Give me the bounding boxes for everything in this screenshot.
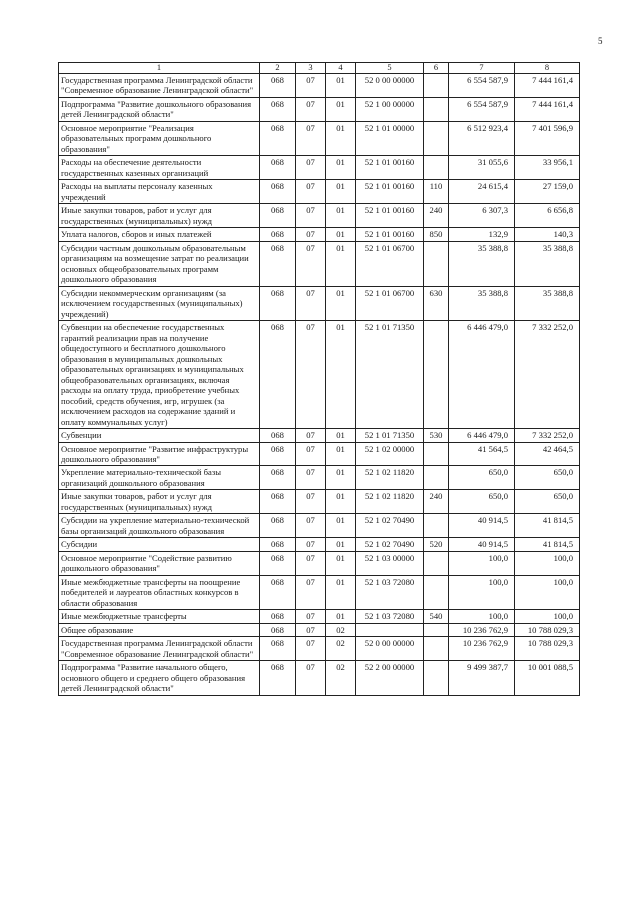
item-name-cell: Укрепление материально-технической базы организаций дошкольного образования [59, 466, 260, 490]
item-name-cell: Субсидии на укрепление материально-технической базы организаций дошкольного образования [59, 514, 260, 538]
admin-code-cell: 068 [260, 442, 296, 466]
expense-type-cell [424, 74, 449, 98]
amount-year1-cell: 9 499 387,7 [449, 661, 515, 695]
subsection-cell: 01 [326, 610, 356, 623]
item-name-cell: Расходы на обеспечение деятельности государственных казенных организаций [59, 156, 260, 180]
section-cell: 07 [296, 180, 326, 204]
item-name-cell: Уплата налогов, сборов и иных платежей [59, 228, 260, 241]
expense-type-cell [424, 442, 449, 466]
section-cell: 07 [296, 575, 326, 609]
target-article-cell: 52 1 00 00000 [356, 97, 424, 121]
table-row [59, 97, 580, 121]
header-cell: 6 [424, 63, 449, 74]
table-row [59, 241, 580, 286]
expense-type-cell [424, 97, 449, 121]
amount-year1-cell: 100,0 [449, 575, 515, 609]
amount-year1-cell: 6 554 587,9 [449, 97, 515, 121]
admin-code-cell: 068 [260, 180, 296, 204]
amount-year1-cell: 40 914,5 [449, 514, 515, 538]
expense-type-cell: 240 [424, 204, 449, 228]
target-article-cell: 52 1 01 71350 [356, 321, 424, 429]
expense-type-cell: 530 [424, 429, 449, 442]
expense-type-cell [424, 551, 449, 575]
subsection-cell: 01 [326, 97, 356, 121]
admin-code-cell: 068 [260, 551, 296, 575]
amount-year1-cell: 6 446 479,0 [449, 321, 515, 429]
target-article-cell: 52 2 00 00000 [356, 661, 424, 695]
amount-year2-cell: 33 956,1 [515, 156, 580, 180]
section-cell: 07 [296, 429, 326, 442]
item-name-cell: Государственная программа Ленинградской области "Современное образование Ленинградской области" [59, 637, 260, 661]
target-article-cell: 52 1 01 06700 [356, 241, 424, 286]
amount-year1-cell: 41 564,5 [449, 442, 515, 466]
amount-year1-cell: 35 388,8 [449, 241, 515, 286]
amount-year2-cell: 35 388,8 [515, 241, 580, 286]
expense-type-cell [424, 241, 449, 286]
table-row [59, 204, 580, 228]
target-article-cell: 52 1 02 70490 [356, 538, 424, 551]
target-article-cell: 52 1 01 06700 [356, 286, 424, 320]
subsection-cell: 01 [326, 156, 356, 180]
target-article-cell: 52 1 02 00000 [356, 442, 424, 466]
amount-year1-cell: 6 554 587,9 [449, 74, 515, 98]
admin-code-cell: 068 [260, 228, 296, 241]
table-row [59, 156, 580, 180]
item-name-cell: Субсидии некоммерческим организациям (за исключением государственных (муниципальных) учреждений) [59, 286, 260, 320]
item-name-cell: Государственная программа Ленинградской области "Современное образование Ленинградской области" [59, 74, 260, 98]
subsection-cell: 01 [326, 241, 356, 286]
item-name-cell: Основное мероприятие "Реализация образовательных программ дошкольного образования" [59, 121, 260, 155]
admin-code-cell: 068 [260, 97, 296, 121]
target-article-cell: 52 1 02 11820 [356, 466, 424, 490]
section-cell: 07 [296, 241, 326, 286]
subsection-cell: 01 [326, 442, 356, 466]
admin-code-cell: 068 [260, 490, 296, 514]
amount-year1-cell: 6 446 479,0 [449, 429, 515, 442]
amount-year2-cell: 100,0 [515, 575, 580, 609]
target-article-cell: 52 1 01 00160 [356, 204, 424, 228]
target-article-cell: 52 1 01 00160 [356, 228, 424, 241]
item-name-cell: Общее образование [59, 623, 260, 636]
table-row [59, 514, 580, 538]
amount-year1-cell: 6 512 923,4 [449, 121, 515, 155]
amount-year2-cell: 10 788 029,3 [515, 637, 580, 661]
table-row [59, 610, 580, 623]
amount-year2-cell: 7 444 161,4 [515, 74, 580, 98]
subsection-cell: 01 [326, 228, 356, 241]
admin-code-cell: 068 [260, 610, 296, 623]
expense-type-cell [424, 121, 449, 155]
expense-type-cell [424, 575, 449, 609]
table-row [59, 180, 580, 204]
admin-code-cell: 068 [260, 286, 296, 320]
table-row [59, 490, 580, 514]
expense-type-cell: 110 [424, 180, 449, 204]
expense-type-cell [424, 661, 449, 695]
admin-code-cell: 068 [260, 538, 296, 551]
section-cell: 07 [296, 551, 326, 575]
subsection-cell: 01 [326, 429, 356, 442]
item-name-cell: Субсидии частным дошкольным образовательным организациям на возмещение затрат по реализации основных общеобразовательных программ дошкольного образования [59, 241, 260, 286]
admin-code-cell: 068 [260, 623, 296, 636]
target-article-cell: 52 0 00 00000 [356, 74, 424, 98]
admin-code-cell: 068 [260, 321, 296, 429]
admin-code-cell: 068 [260, 429, 296, 442]
target-article-cell: 52 1 02 70490 [356, 514, 424, 538]
expense-type-cell: 630 [424, 286, 449, 320]
budget-table [58, 62, 580, 696]
target-article-cell: 52 1 01 00160 [356, 156, 424, 180]
header-cell: 8 [515, 63, 580, 74]
item-name-cell: Подпрограмма "Развитие начального общего, основного общего и среднего общего образования детей Ленинградской области" [59, 661, 260, 695]
target-article-cell: 52 1 03 72080 [356, 610, 424, 623]
amount-year2-cell: 27 159,0 [515, 180, 580, 204]
amount-year2-cell: 6 656,8 [515, 204, 580, 228]
amount-year2-cell: 10 788 029,3 [515, 623, 580, 636]
subsection-cell: 02 [326, 623, 356, 636]
subsection-cell: 01 [326, 180, 356, 204]
subsection-cell: 01 [326, 286, 356, 320]
item-name-cell: Основное мероприятие "Развитие инфраструктуры дошкольного образования" [59, 442, 260, 466]
amount-year2-cell: 10 001 088,5 [515, 661, 580, 695]
expense-type-cell: 540 [424, 610, 449, 623]
item-name-cell: Субсидии [59, 538, 260, 551]
section-cell: 07 [296, 321, 326, 429]
amount-year2-cell: 650,0 [515, 466, 580, 490]
admin-code-cell: 068 [260, 514, 296, 538]
amount-year2-cell: 35 388,8 [515, 286, 580, 320]
section-cell: 07 [296, 97, 326, 121]
amount-year1-cell: 10 236 762,9 [449, 623, 515, 636]
header-cell: 1 [59, 63, 260, 74]
admin-code-cell: 068 [260, 575, 296, 609]
admin-code-cell: 068 [260, 241, 296, 286]
item-name-cell: Иные закупки товаров, работ и услуг для государственных (муниципальных) нужд [59, 490, 260, 514]
admin-code-cell: 068 [260, 466, 296, 490]
item-name-cell: Иные закупки товаров, работ и услуг для государственных (муниципальных) нужд [59, 204, 260, 228]
expense-type-cell: 850 [424, 228, 449, 241]
subsection-cell: 01 [326, 514, 356, 538]
item-name-cell: Иные межбюджетные трансферты на поощрение победителей и лауреатов областных конкурсов в области образования [59, 575, 260, 609]
amount-year1-cell: 132,9 [449, 228, 515, 241]
expense-type-cell: 520 [424, 538, 449, 551]
section-cell: 07 [296, 156, 326, 180]
item-name-cell: Подпрограмма "Развитие дошкольного образования детей Ленинградской области" [59, 97, 260, 121]
amount-year1-cell: 650,0 [449, 490, 515, 514]
subsection-cell: 01 [326, 321, 356, 429]
section-cell: 07 [296, 204, 326, 228]
subsection-cell: 01 [326, 490, 356, 514]
section-cell: 07 [296, 514, 326, 538]
section-cell: 07 [296, 623, 326, 636]
expense-type-cell: 240 [424, 490, 449, 514]
amount-year2-cell: 650,0 [515, 490, 580, 514]
target-article-cell: 52 1 01 00160 [356, 180, 424, 204]
admin-code-cell: 068 [260, 661, 296, 695]
table-row [59, 637, 580, 661]
amount-year1-cell: 35 388,8 [449, 286, 515, 320]
expense-type-cell [424, 514, 449, 538]
target-article-cell [356, 623, 424, 636]
admin-code-cell: 068 [260, 156, 296, 180]
subsection-cell: 01 [326, 575, 356, 609]
section-cell: 07 [296, 490, 326, 514]
header-cell: 2 [260, 63, 296, 74]
admin-code-cell: 068 [260, 204, 296, 228]
header-cell: 3 [296, 63, 326, 74]
section-cell: 07 [296, 538, 326, 551]
header-cell: 7 [449, 63, 515, 74]
table-row [59, 661, 580, 695]
table-row [59, 74, 580, 98]
subsection-cell: 01 [326, 551, 356, 575]
section-cell: 07 [296, 74, 326, 98]
amount-year2-cell: 100,0 [515, 610, 580, 623]
target-article-cell: 52 1 02 11820 [356, 490, 424, 514]
expense-type-cell [424, 156, 449, 180]
amount-year1-cell: 10 236 762,9 [449, 637, 515, 661]
table-row [59, 121, 580, 155]
expense-type-cell [424, 466, 449, 490]
header-cell: 5 [356, 63, 424, 74]
table-row [59, 286, 580, 320]
table-row [59, 466, 580, 490]
section-cell: 07 [296, 228, 326, 241]
subsection-cell: 01 [326, 121, 356, 155]
amount-year2-cell: 7 332 252,0 [515, 429, 580, 442]
target-article-cell: 52 1 01 00000 [356, 121, 424, 155]
table-row [59, 551, 580, 575]
amount-year2-cell: 7 332 252,0 [515, 321, 580, 429]
amount-year2-cell: 41 814,5 [515, 514, 580, 538]
table-row [59, 442, 580, 466]
amount-year2-cell: 42 464,5 [515, 442, 580, 466]
section-cell: 07 [296, 121, 326, 155]
target-article-cell: 52 1 01 71350 [356, 429, 424, 442]
section-cell: 07 [296, 637, 326, 661]
expense-type-cell [424, 321, 449, 429]
amount-year2-cell: 41 814,5 [515, 538, 580, 551]
header-row [59, 63, 580, 74]
section-cell: 07 [296, 610, 326, 623]
subsection-cell: 01 [326, 204, 356, 228]
amount-year1-cell: 100,0 [449, 610, 515, 623]
amount-year2-cell: 100,0 [515, 551, 580, 575]
target-article-cell: 52 1 03 00000 [356, 551, 424, 575]
item-name-cell: Иные межбюджетные трансферты [59, 610, 260, 623]
table-row [59, 575, 580, 609]
item-name-cell: Субвенции на обеспечение государственных гарантий реализации прав на получение общедоступного и бесплатного дошкольного образования в муниципальных дошкольных образовательных организациях и муниципальных общеобразовательных организациях, включая расходы на оплату труда, приобретение учебных пособий, средств обучения, игр, игрушек (за исключением расходов на содержание зданий и оплату коммунальных услуг) [59, 321, 260, 429]
table-row [59, 429, 580, 442]
admin-code-cell: 068 [260, 121, 296, 155]
expense-type-cell [424, 623, 449, 636]
table-row [59, 321, 580, 429]
expense-type-cell [424, 637, 449, 661]
section-cell: 07 [296, 661, 326, 695]
header-cell: 4 [326, 63, 356, 74]
subsection-cell: 02 [326, 637, 356, 661]
section-cell: 07 [296, 466, 326, 490]
section-cell: 07 [296, 286, 326, 320]
table-row [59, 623, 580, 636]
item-name-cell: Расходы на выплаты персоналу казенных учреждений [59, 180, 260, 204]
page-number: 5 [598, 36, 603, 46]
item-name-cell: Субвенции [59, 429, 260, 442]
amount-year1-cell: 100,0 [449, 551, 515, 575]
table-row [59, 228, 580, 241]
subsection-cell: 01 [326, 538, 356, 551]
table-row [59, 538, 580, 551]
amount-year1-cell: 40 914,5 [449, 538, 515, 551]
amount-year1-cell: 650,0 [449, 466, 515, 490]
section-cell: 07 [296, 442, 326, 466]
item-name-cell: Основное мероприятие "Содействие развитию дошкольного образования" [59, 551, 260, 575]
amount-year2-cell: 7 444 161,4 [515, 97, 580, 121]
subsection-cell: 01 [326, 74, 356, 98]
admin-code-cell: 068 [260, 74, 296, 98]
target-article-cell: 52 0 00 00000 [356, 637, 424, 661]
amount-year1-cell: 6 307,3 [449, 204, 515, 228]
subsection-cell: 01 [326, 466, 356, 490]
admin-code-cell: 068 [260, 637, 296, 661]
subsection-cell: 02 [326, 661, 356, 695]
amount-year1-cell: 24 615,4 [449, 180, 515, 204]
amount-year2-cell: 140,3 [515, 228, 580, 241]
amount-year2-cell: 7 401 596,9 [515, 121, 580, 155]
target-article-cell: 52 1 03 72080 [356, 575, 424, 609]
amount-year1-cell: 31 055,6 [449, 156, 515, 180]
